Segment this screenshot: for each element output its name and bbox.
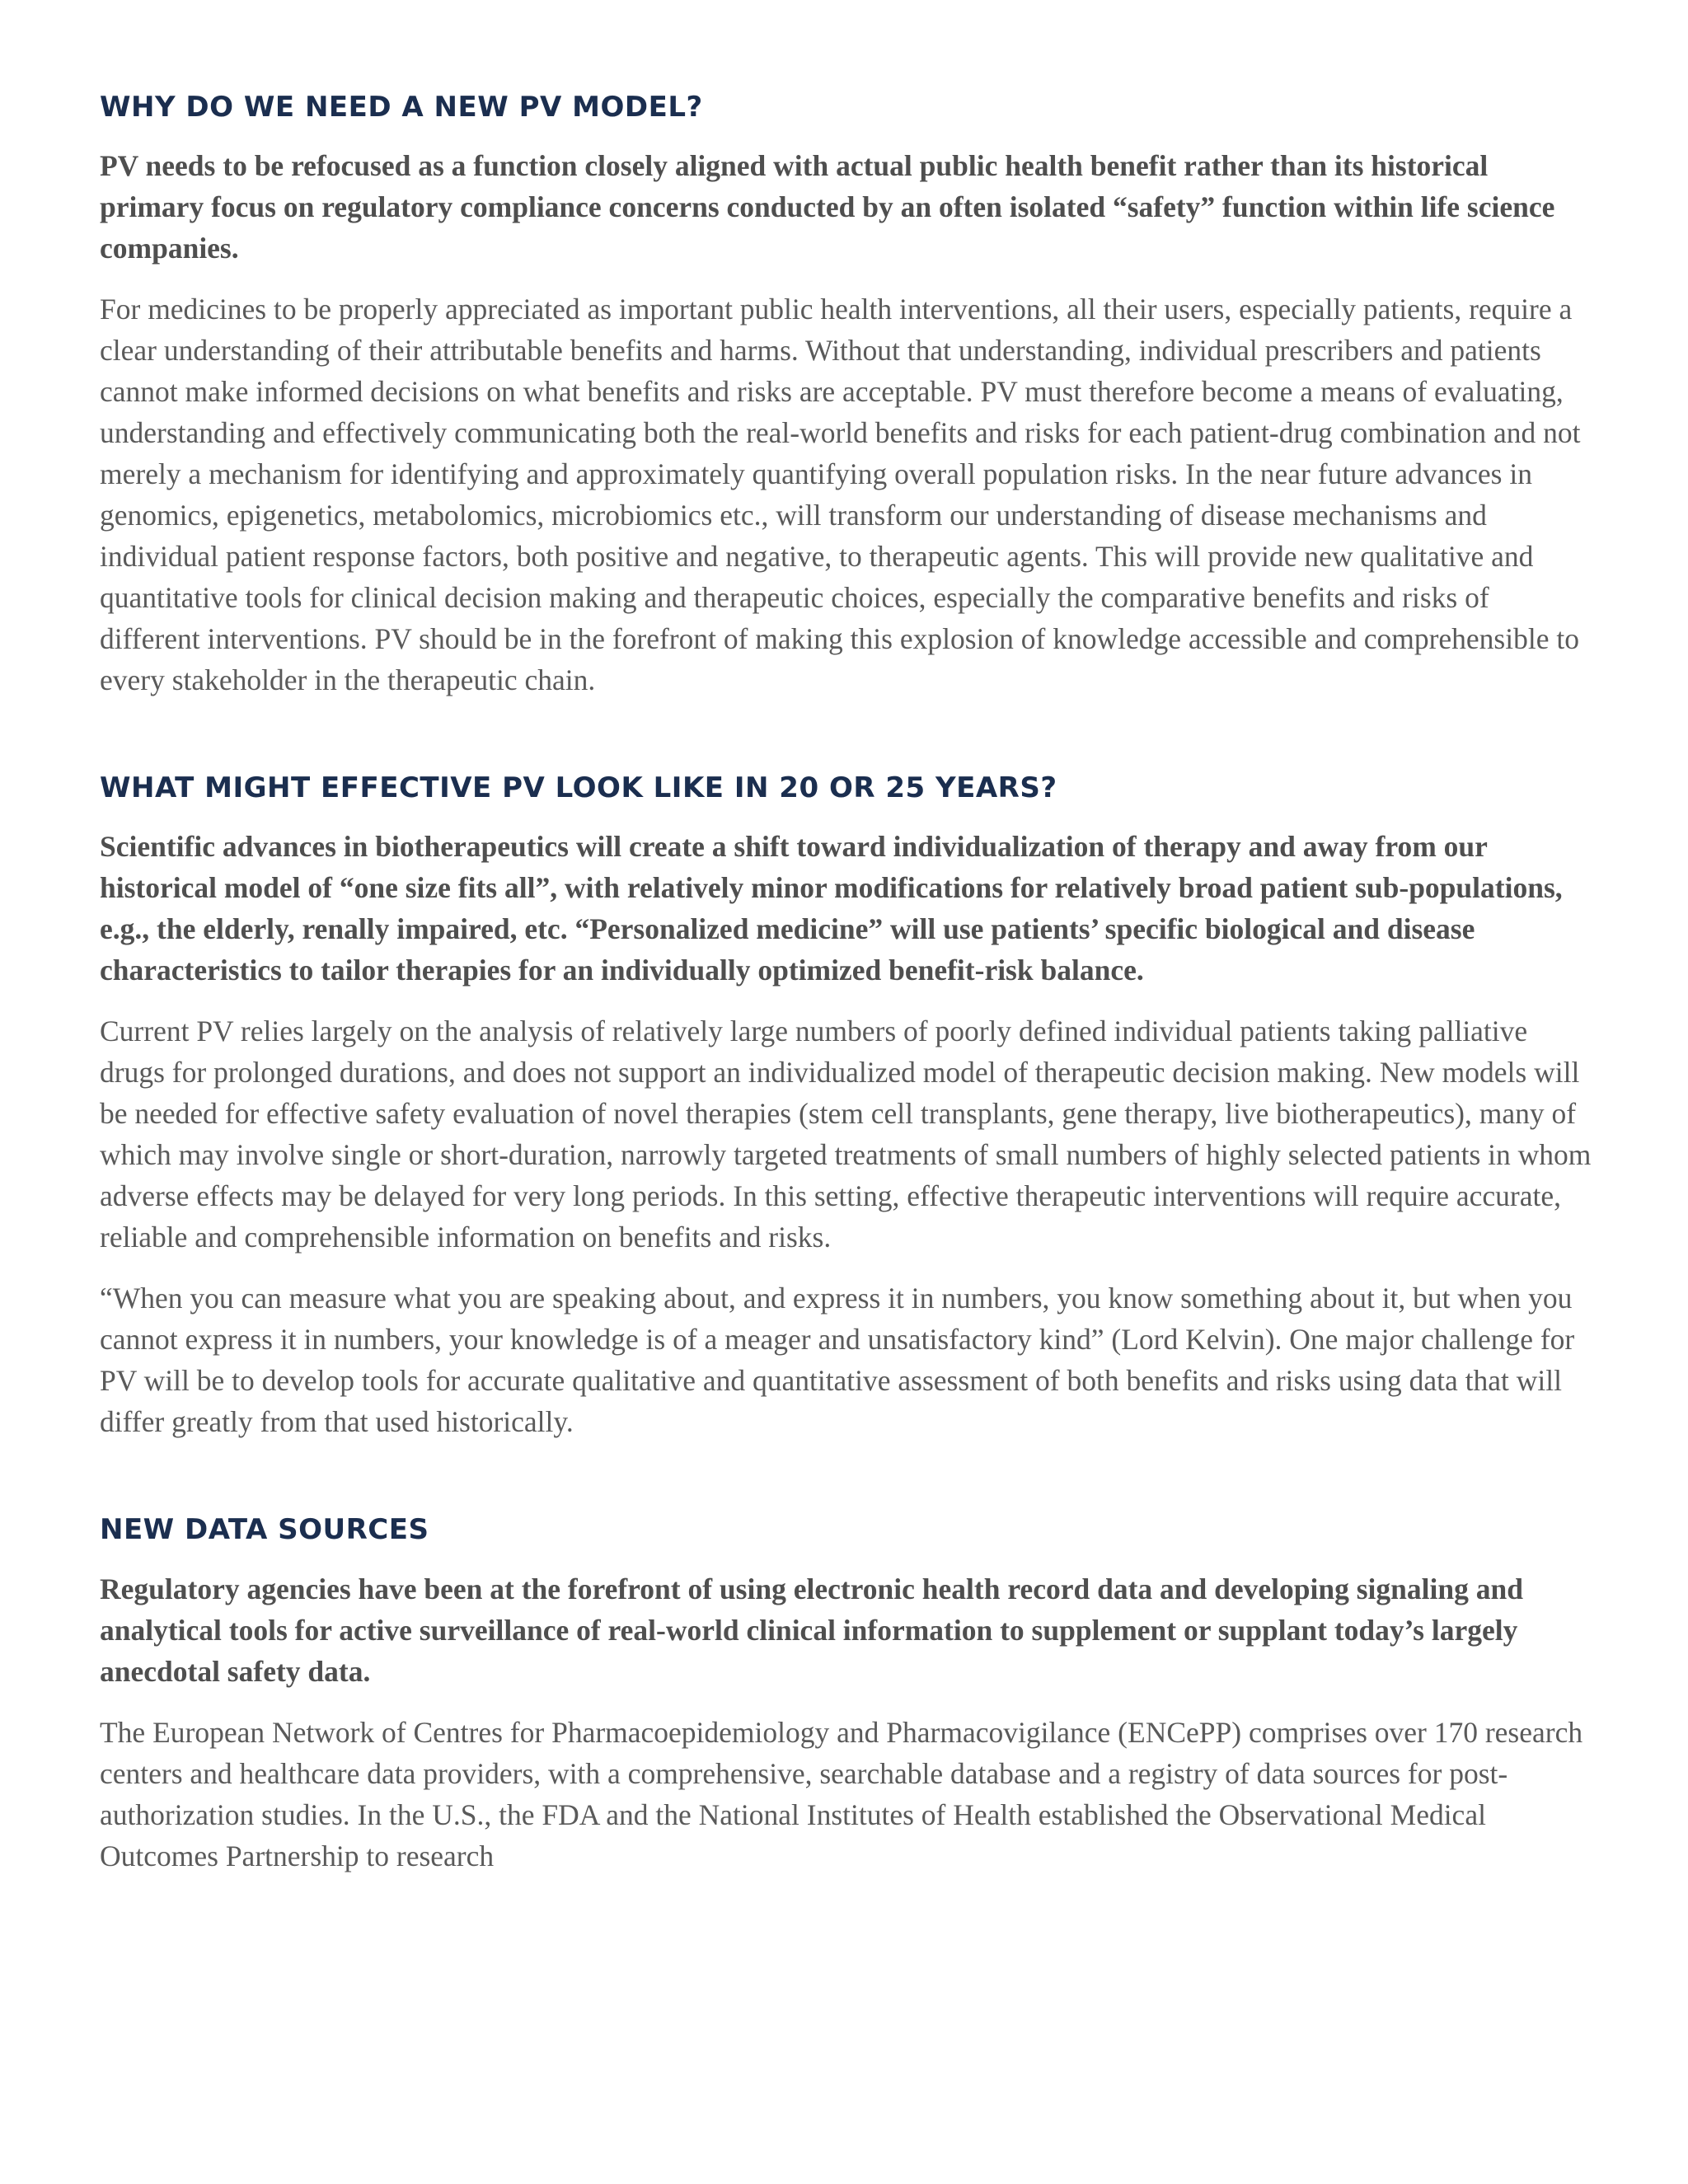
body-paragraph: Current PV relies largely on the analysis of relatively large numbers of poorly defined individual patients taking palliative drugs for prolonged durations, and does not support an individualized model of therapeutic decision making. New models will be needed for effective safety evaluation of novel therapies (stem cell transplants, gene therapy, live biotherapeutics), many of which may involve single or short-duration, narrowly targeted treatments of small numbers of highly selected patients in whom adverse effects may be delayed for very long periods. In this setting, effective therapeutic interventions will require accurate, reliable and comprehensible information on benefits and risks.: [100, 1015, 1592, 1254]
section-heading: NEW DATA SOURCES: [100, 1513, 429, 1547]
document-page: [100, 89, 1592, 1877]
body-paragraph: For medicines to be properly appreciated as important public health interventions, all their users, especially patients, require a clear understanding of their attributable benefits and harms. Without that understanding, individual prescribers and patients cannot make informed decisions on what benefits and risks are acceptable. PV must therefore become a means of evaluating, understanding and effectively communicating both the real-world benefits and risks for each patient-drug combination and not merely a mechanism for identifying and approximately quantifying overall population risks. In the near future advances in genomics, epigenetics, metabolomics, microbiomics etc., will transform our understanding of disease mechanisms and individual patient response factors, both positive and negative, to therapeutic agents. This will provide new qualitative and quantitative tools for clinical decision making and therapeutic choices, especially the comparative benefits and risks of different interventions. PV should be in the forefront of making this explosion of knowledge accessible and comprehensible to every stakeholder in the therapeutic chain.: [100, 293, 1581, 697]
body-paragraph: The European Network of Centres for Pharmacoepidemiology and Pharmacovigilance (ENCePP) comprises over 170 research centers and healthcare data providers, with a comprehensive, searchable database and a registry of data sources for post-authorization studies. In the U.S., the FDA and the National Institutes of Health established the Observational Medical Outcomes Partnership to research: [100, 1715, 1583, 1872]
section-effective-pv-future: [100, 770, 1592, 1442]
section-heading: WHAT MIGHT EFFECTIVE PV LOOK LIKE IN 20 OR 25 YEARS?: [100, 771, 1057, 805]
section-lead-paragraph: Regulatory agencies have been at the forefront of using electronic health record data and developing signaling and analytical tools for active surveillance of real-world clinical information to supplement or supplant today’s largely anecdotal safety data.: [100, 1572, 1523, 1688]
section-why-new-pv-model: [100, 89, 1592, 701]
section-heading: WHY DO WE NEED A NEW PV MODEL?: [100, 91, 703, 124]
body-paragraph-quote: “When you can measure what you are speaking about, and express it in numbers, you know something about it, but when you cannot express it in numbers, your knowledge is of a meager and unsatisfactory kind” (Lord Kelvin). One major challenge for PV will be to develop tools for accurate qualitative and quantitative assessment of both benefits and risks using data that will differ greatly from that used historically.: [100, 1282, 1575, 1439]
section-lead-paragraph: PV needs to be refocused as a function closely aligned with actual public health benefit rather than its historical primary focus on regulatory compliance concerns conducted by an often isolated “safety” function within life science companies.: [100, 149, 1555, 265]
section-new-data-sources: [100, 1511, 1592, 1876]
section-lead-paragraph: Scientific advances in biotherapeutics will create a shift toward individualization of therapy and away from our historical model of “one size fits all”, with relatively minor modifications for relatively broad patient sub-populations, e.g., the elderly, renally impaired, etc. “Personalized medicine” will use patients’ specific biological and disease characteristics to tailor therapies for an individually optimized benefit-risk balance.: [100, 830, 1563, 987]
